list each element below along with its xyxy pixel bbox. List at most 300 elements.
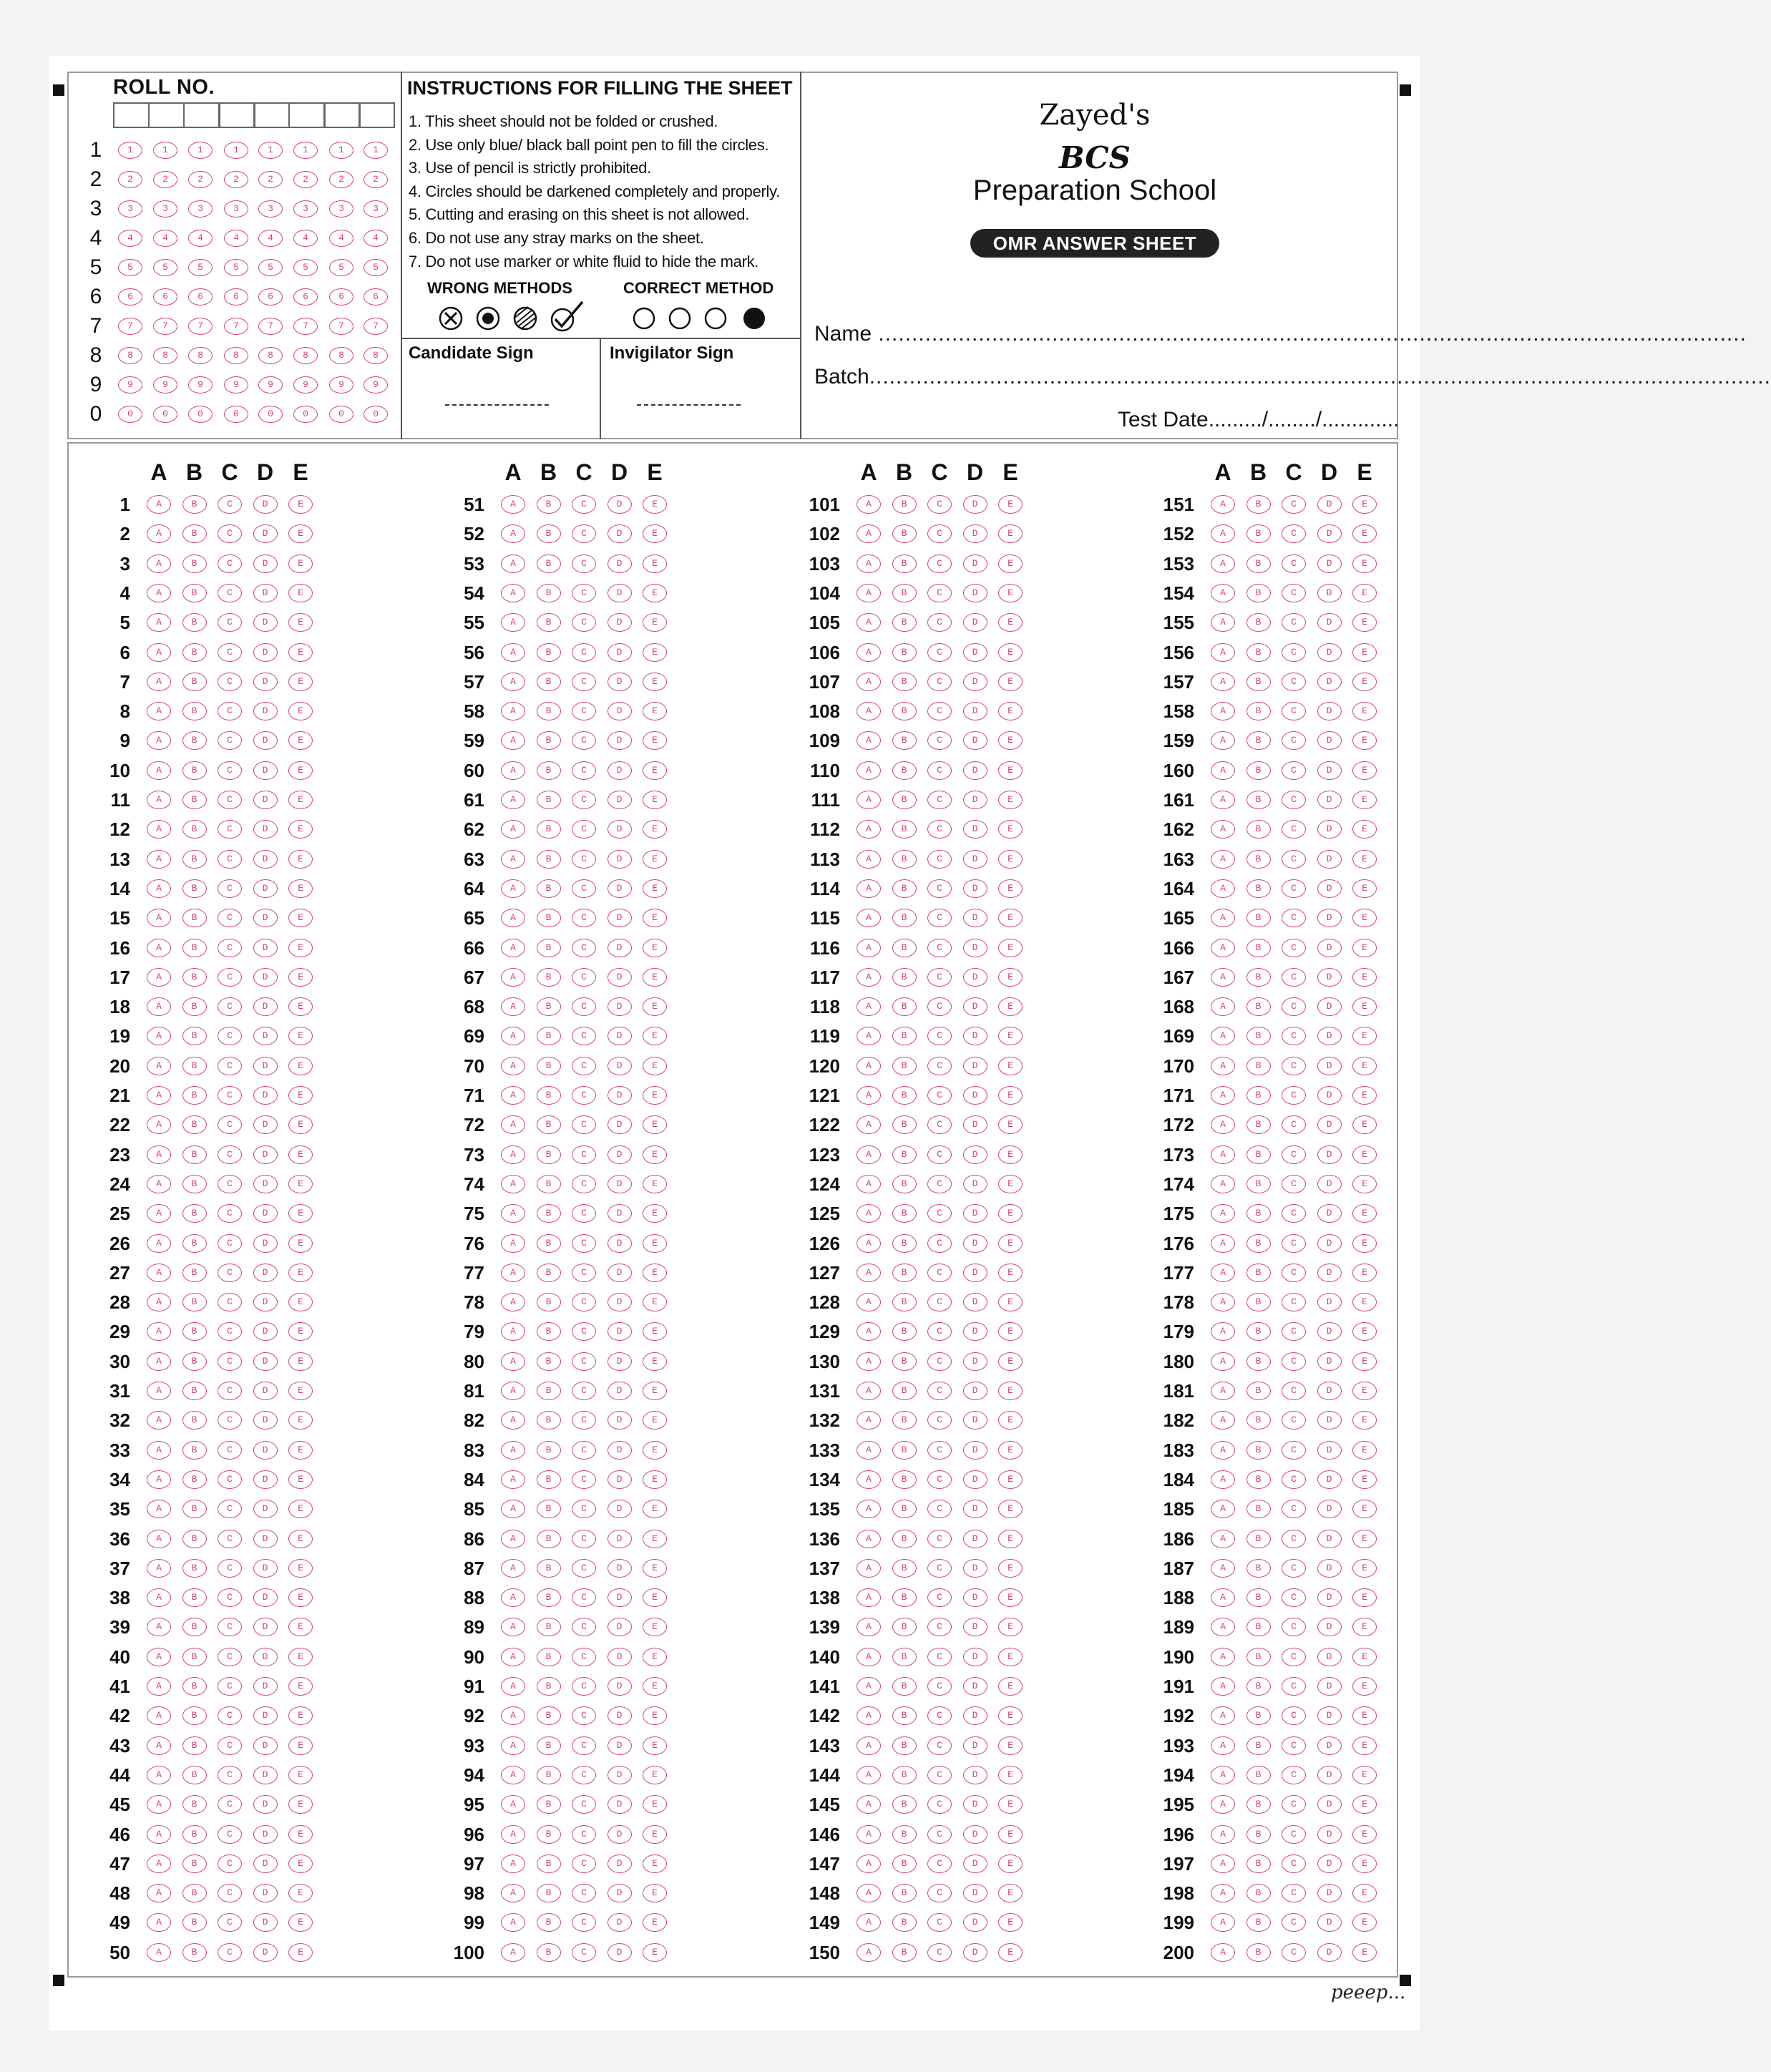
roll-bubble[interactable]: 0 (364, 406, 388, 423)
answer-bubble[interactable]: A (147, 997, 171, 1016)
answer-bubble[interactable]: B (892, 1766, 917, 1784)
answer-bubble[interactable]: E (643, 1115, 667, 1134)
roll-entry-box[interactable] (148, 102, 185, 128)
answer-bubble[interactable]: D (608, 1175, 632, 1193)
answer-bubble[interactable]: D (608, 997, 632, 1016)
answer-bubble[interactable]: D (1317, 1677, 1342, 1696)
answer-bubble[interactable]: E (643, 791, 667, 809)
answer-bubble[interactable]: E (643, 1175, 667, 1193)
answer-bubble[interactable]: B (1246, 584, 1271, 602)
answer-bubble[interactable]: D (608, 850, 632, 869)
answer-bubble[interactable]: B (1246, 1293, 1271, 1311)
answer-bubble[interactable]: D (1317, 1530, 1342, 1548)
answer-bubble[interactable]: B (537, 1588, 561, 1607)
answer-bubble[interactable]: E (288, 643, 313, 662)
answer-bubble[interactable]: D (963, 1736, 987, 1755)
answer-bubble[interactable]: B (182, 1175, 207, 1193)
answer-bubble[interactable]: E (288, 761, 313, 780)
answer-bubble[interactable]: B (892, 1648, 917, 1666)
answer-bubble[interactable]: A (147, 1470, 171, 1489)
answer-bubble[interactable]: D (1317, 1825, 1342, 1844)
answer-bubble[interactable]: D (253, 1470, 278, 1489)
answer-bubble[interactable]: E (1352, 968, 1377, 987)
answer-bubble[interactable]: E (1352, 1411, 1377, 1430)
answer-bubble[interactable]: D (253, 554, 278, 573)
answer-bubble[interactable]: A (1211, 791, 1235, 809)
roll-bubble[interactable]: 7 (293, 318, 318, 335)
answer-bubble[interactable]: A (1211, 1530, 1235, 1548)
roll-bubble[interactable]: 4 (364, 230, 388, 247)
answer-bubble[interactable]: A (857, 1530, 881, 1548)
answer-bubble[interactable]: B (1246, 1352, 1271, 1371)
answer-bubble[interactable]: D (608, 1264, 632, 1282)
answer-bubble[interactable]: E (998, 1618, 1023, 1636)
answer-bubble[interactable]: C (572, 1322, 596, 1341)
answer-bubble[interactable]: A (147, 1618, 171, 1636)
answer-bubble[interactable]: A (857, 1470, 881, 1489)
roll-bubble[interactable]: 2 (258, 171, 283, 188)
answer-bubble[interactable]: D (608, 1825, 632, 1844)
answer-bubble[interactable]: C (1282, 1706, 1306, 1725)
answer-bubble[interactable]: B (892, 1352, 917, 1371)
roll-bubble[interactable]: 2 (364, 171, 388, 188)
answer-bubble[interactable]: A (1211, 643, 1235, 662)
answer-bubble[interactable]: C (572, 643, 596, 662)
roll-bubble[interactable]: 4 (293, 230, 318, 247)
answer-bubble[interactable]: D (608, 1204, 632, 1223)
answer-bubble[interactable]: E (1352, 731, 1377, 750)
answer-bubble[interactable]: A (147, 1264, 171, 1282)
answer-bubble[interactable]: C (572, 584, 596, 602)
roll-bubble[interactable]: 6 (118, 288, 142, 306)
roll-bubble[interactable]: 9 (364, 376, 388, 394)
answer-bubble[interactable]: A (1211, 939, 1235, 957)
answer-bubble[interactable]: C (927, 1352, 952, 1371)
answer-bubble[interactable]: A (1211, 495, 1235, 514)
roll-bubble[interactable]: 9 (188, 376, 213, 394)
answer-bubble[interactable]: A (857, 968, 881, 987)
answer-bubble[interactable]: A (147, 909, 171, 927)
answer-bubble[interactable]: B (1246, 1736, 1271, 1755)
answer-bubble[interactable]: B (182, 643, 207, 662)
answer-bubble[interactable]: E (998, 1204, 1023, 1223)
answer-bubble[interactable]: A (1211, 554, 1235, 573)
answer-bubble[interactable]: C (218, 1234, 242, 1253)
answer-bubble[interactable]: D (1317, 1648, 1342, 1666)
roll-bubble[interactable]: 1 (118, 142, 142, 159)
answer-bubble[interactable]: B (537, 1470, 561, 1489)
answer-bubble[interactable]: E (643, 1795, 667, 1814)
answer-bubble[interactable]: E (1352, 1618, 1377, 1636)
answer-bubble[interactable]: E (643, 1204, 667, 1223)
answer-bubble[interactable]: B (537, 1293, 561, 1311)
answer-bubble[interactable]: B (1246, 1264, 1271, 1282)
answer-bubble[interactable]: A (147, 1115, 171, 1134)
answer-bubble[interactable]: C (218, 1913, 242, 1932)
answer-bubble[interactable]: C (927, 1027, 952, 1045)
answer-bubble[interactable]: E (643, 554, 667, 573)
answer-bubble[interactable]: A (501, 1234, 525, 1253)
answer-bubble[interactable]: C (572, 1382, 596, 1400)
answer-bubble[interactable]: B (182, 1530, 207, 1548)
answer-bubble[interactable]: B (537, 879, 561, 898)
answer-bubble[interactable]: E (288, 1470, 313, 1489)
answer-bubble[interactable]: D (1317, 939, 1342, 957)
answer-bubble[interactable]: E (998, 1234, 1023, 1253)
answer-bubble[interactable]: B (1246, 1234, 1271, 1253)
answer-bubble[interactable]: B (892, 1234, 917, 1253)
answer-bubble[interactable]: E (643, 1943, 667, 1962)
answer-bubble[interactable]: C (218, 554, 242, 573)
answer-bubble[interactable]: E (643, 1057, 667, 1075)
answer-bubble[interactable]: C (218, 731, 242, 750)
answer-bubble[interactable]: B (182, 1884, 207, 1902)
answer-bubble[interactable]: C (218, 879, 242, 898)
answer-bubble[interactable]: C (1282, 1293, 1306, 1311)
answer-bubble[interactable]: A (147, 879, 171, 898)
answer-bubble[interactable]: A (147, 1884, 171, 1902)
roll-bubble[interactable]: 9 (329, 376, 353, 394)
answer-bubble[interactable]: A (501, 554, 525, 573)
answer-bubble[interactable]: C (1282, 1441, 1306, 1460)
answer-bubble[interactable]: E (998, 731, 1023, 750)
answer-bubble[interactable]: C (218, 939, 242, 957)
answer-bubble[interactable]: D (1317, 1027, 1342, 1045)
roll-bubble[interactable]: 2 (188, 171, 213, 188)
answer-bubble[interactable]: D (608, 909, 632, 927)
answer-bubble[interactable]: D (608, 761, 632, 780)
answer-bubble[interactable]: E (643, 1086, 667, 1105)
answer-bubble[interactable]: D (1317, 1441, 1342, 1460)
answer-bubble[interactable]: C (218, 1588, 242, 1607)
answer-bubble[interactable]: D (253, 613, 278, 632)
answer-bubble[interactable]: A (501, 584, 525, 602)
answer-bubble[interactable]: C (572, 879, 596, 898)
answer-bubble[interactable]: C (218, 1648, 242, 1666)
roll-bubble[interactable]: 1 (293, 142, 318, 159)
answer-bubble[interactable]: B (182, 1588, 207, 1607)
roll-bubble[interactable]: 3 (188, 200, 213, 218)
answer-bubble[interactable]: C (218, 761, 242, 780)
answer-bubble[interactable]: E (1352, 791, 1377, 809)
roll-bubble[interactable]: 5 (364, 259, 388, 276)
answer-bubble[interactable]: A (501, 1825, 525, 1844)
answer-bubble[interactable]: A (147, 1825, 171, 1844)
answer-bubble[interactable]: A (1211, 1736, 1235, 1755)
answer-bubble[interactable]: B (537, 1706, 561, 1725)
answer-bubble[interactable]: D (1317, 1057, 1342, 1075)
answer-bubble[interactable]: B (537, 1115, 561, 1134)
answer-bubble[interactable]: D (608, 1234, 632, 1253)
answer-bubble[interactable]: C (218, 850, 242, 869)
answer-bubble[interactable]: A (147, 761, 171, 780)
roll-bubble[interactable]: 5 (258, 259, 283, 276)
answer-bubble[interactable]: D (608, 1322, 632, 1341)
answer-bubble[interactable]: B (182, 1470, 207, 1489)
answer-bubble[interactable]: B (892, 1027, 917, 1045)
answer-bubble[interactable]: E (998, 1530, 1023, 1548)
answer-bubble[interactable]: D (253, 1825, 278, 1844)
answer-bubble[interactable]: E (288, 1382, 313, 1400)
answer-bubble[interactable]: C (1282, 524, 1306, 543)
answer-bubble[interactable]: D (1317, 1264, 1342, 1282)
answer-bubble[interactable]: B (182, 820, 207, 839)
answer-bubble[interactable]: B (182, 613, 207, 632)
roll-bubble[interactable]: 2 (153, 171, 177, 188)
answer-bubble[interactable]: A (1211, 1470, 1235, 1489)
answer-bubble[interactable]: A (857, 1264, 881, 1282)
answer-bubble[interactable]: D (963, 1264, 987, 1282)
answer-bubble[interactable]: B (182, 1441, 207, 1460)
answer-bubble[interactable]: E (643, 968, 667, 987)
answer-bubble[interactable]: E (288, 1057, 313, 1075)
answer-bubble[interactable]: E (998, 1145, 1023, 1164)
answer-bubble[interactable]: A (1211, 1322, 1235, 1341)
answer-bubble[interactable]: A (857, 1382, 881, 1400)
answer-bubble[interactable]: E (998, 1352, 1023, 1371)
roll-bubble[interactable]: 8 (258, 347, 283, 364)
answer-bubble[interactable]: E (998, 1470, 1023, 1489)
answer-bubble[interactable]: D (963, 820, 987, 839)
answer-bubble[interactable]: A (147, 1322, 171, 1341)
answer-bubble[interactable]: E (288, 939, 313, 957)
answer-bubble[interactable]: A (857, 1441, 881, 1460)
answer-bubble[interactable]: B (537, 1795, 561, 1814)
answer-bubble[interactable]: E (998, 1086, 1023, 1105)
answer-bubble[interactable]: B (892, 584, 917, 602)
answer-bubble[interactable]: E (1352, 495, 1377, 514)
answer-bubble[interactable]: D (1317, 1618, 1342, 1636)
roll-bubble[interactable]: 0 (224, 406, 248, 423)
answer-bubble[interactable]: A (857, 1027, 881, 1045)
answer-bubble[interactable]: A (1211, 1618, 1235, 1636)
answer-bubble[interactable]: E (1352, 1648, 1377, 1666)
answer-bubble[interactable]: E (643, 1322, 667, 1341)
answer-bubble[interactable]: C (218, 1825, 242, 1844)
answer-bubble[interactable]: E (1352, 584, 1377, 602)
answer-bubble[interactable]: C (572, 1086, 596, 1105)
answer-bubble[interactable]: D (963, 939, 987, 957)
answer-bubble[interactable]: C (1282, 1736, 1306, 1755)
answer-bubble[interactable]: E (288, 850, 313, 869)
answer-bubble[interactable]: C (1282, 1264, 1306, 1282)
answer-bubble[interactable]: E (288, 613, 313, 632)
answer-bubble[interactable]: C (572, 997, 596, 1016)
answer-bubble[interactable]: A (147, 1913, 171, 1932)
answer-bubble[interactable]: B (892, 939, 917, 957)
answer-bubble[interactable]: C (218, 1677, 242, 1696)
answer-bubble[interactable]: C (572, 1677, 596, 1696)
answer-bubble[interactable]: C (1282, 1027, 1306, 1045)
answer-bubble[interactable]: B (182, 524, 207, 543)
answer-bubble[interactable]: D (963, 673, 987, 691)
answer-bubble[interactable]: E (1352, 613, 1377, 632)
answer-bubble[interactable]: E (998, 1706, 1023, 1725)
answer-bubble[interactable]: D (963, 791, 987, 809)
answer-bubble[interactable]: D (608, 702, 632, 720)
answer-bubble[interactable]: B (892, 1322, 917, 1341)
answer-bubble[interactable]: D (1317, 1411, 1342, 1430)
answer-bubble[interactable]: C (1282, 1234, 1306, 1253)
answer-bubble[interactable]: E (288, 1677, 313, 1696)
answer-bubble[interactable]: E (288, 1588, 313, 1607)
answer-bubble[interactable]: D (963, 761, 987, 780)
answer-bubble[interactable]: C (1282, 1825, 1306, 1844)
answer-bubble[interactable]: C (572, 1618, 596, 1636)
answer-bubble[interactable]: D (253, 1618, 278, 1636)
answer-bubble[interactable]: D (253, 850, 278, 869)
answer-bubble[interactable]: A (501, 1677, 525, 1696)
roll-bubble[interactable]: 5 (224, 259, 248, 276)
answer-bubble[interactable]: B (1246, 1648, 1271, 1666)
answer-bubble[interactable]: D (608, 1382, 632, 1400)
answer-bubble[interactable]: A (147, 1530, 171, 1548)
answer-bubble[interactable]: A (501, 1382, 525, 1400)
answer-bubble[interactable]: C (1282, 673, 1306, 691)
answer-bubble[interactable]: C (1282, 909, 1306, 927)
answer-bubble[interactable]: E (288, 1706, 313, 1725)
answer-bubble[interactable]: A (147, 1648, 171, 1666)
answer-bubble[interactable]: E (1352, 1943, 1377, 1962)
answer-bubble[interactable]: A (857, 643, 881, 662)
answer-bubble[interactable]: A (147, 968, 171, 987)
answer-bubble[interactable]: B (1246, 524, 1271, 543)
answer-bubble[interactable]: E (998, 1293, 1023, 1311)
answer-bubble[interactable]: C (1282, 968, 1306, 987)
answer-bubble[interactable]: A (147, 820, 171, 839)
answer-bubble[interactable]: A (501, 1500, 525, 1518)
answer-bubble[interactable]: C (218, 1264, 242, 1282)
answer-bubble[interactable]: B (1246, 1322, 1271, 1341)
answer-bubble[interactable]: E (288, 1441, 313, 1460)
roll-bubble[interactable]: 0 (153, 406, 177, 423)
answer-bubble[interactable]: A (501, 791, 525, 809)
answer-bubble[interactable]: E (643, 1677, 667, 1696)
answer-bubble[interactable]: B (537, 1825, 561, 1844)
answer-bubble[interactable]: E (643, 1884, 667, 1902)
answer-bubble[interactable]: E (288, 1825, 313, 1844)
answer-bubble[interactable]: A (857, 791, 881, 809)
answer-bubble[interactable]: E (288, 1943, 313, 1962)
answer-bubble[interactable]: B (182, 1411, 207, 1430)
answer-bubble[interactable]: C (927, 761, 952, 780)
answer-bubble[interactable]: C (1282, 1795, 1306, 1814)
answer-bubble[interactable]: A (501, 1559, 525, 1578)
answer-bubble[interactable]: B (182, 673, 207, 691)
answer-bubble[interactable]: B (1246, 1677, 1271, 1696)
answer-bubble[interactable]: A (857, 1352, 881, 1371)
answer-bubble[interactable]: D (963, 1648, 987, 1666)
roll-entry-box[interactable] (113, 102, 150, 128)
answer-bubble[interactable]: B (182, 1115, 207, 1134)
answer-bubble[interactable]: D (1317, 879, 1342, 898)
answer-bubble[interactable]: A (857, 1648, 881, 1666)
answer-bubble[interactable]: B (537, 1884, 561, 1902)
answer-bubble[interactable]: E (1352, 1264, 1377, 1282)
answer-bubble[interactable]: E (998, 791, 1023, 809)
answer-bubble[interactable]: D (253, 1500, 278, 1518)
answer-bubble[interactable]: A (857, 1943, 881, 1962)
answer-bubble[interactable]: A (501, 1441, 525, 1460)
answer-bubble[interactable]: B (1246, 1913, 1271, 1932)
answer-bubble[interactable]: B (892, 1382, 917, 1400)
answer-bubble[interactable]: B (892, 1854, 917, 1873)
roll-entry-box[interactable] (219, 102, 255, 128)
answer-bubble[interactable]: D (253, 1115, 278, 1134)
answer-bubble[interactable]: C (572, 1943, 596, 1962)
answer-bubble[interactable]: D (608, 1057, 632, 1075)
answer-bubble[interactable]: E (1352, 1588, 1377, 1607)
answer-bubble[interactable]: E (643, 1913, 667, 1932)
answer-bubble[interactable]: D (963, 1913, 987, 1932)
answer-bubble[interactable]: E (288, 1234, 313, 1253)
answer-bubble[interactable]: A (1211, 731, 1235, 750)
answer-bubble[interactable]: E (1352, 1382, 1377, 1400)
answer-bubble[interactable]: A (1211, 1884, 1235, 1902)
answer-bubble[interactable]: E (998, 673, 1023, 691)
answer-bubble[interactable]: C (927, 1618, 952, 1636)
answer-bubble[interactable]: C (1282, 1854, 1306, 1873)
answer-bubble[interactable]: B (892, 1530, 917, 1548)
answer-bubble[interactable]: D (253, 939, 278, 957)
roll-bubble[interactable]: 6 (329, 288, 353, 306)
answer-bubble[interactable]: A (501, 1943, 525, 1962)
answer-bubble[interactable]: E (1352, 761, 1377, 780)
answer-bubble[interactable]: B (537, 909, 561, 927)
answer-bubble[interactable]: D (608, 939, 632, 957)
answer-bubble[interactable]: A (147, 1204, 171, 1223)
roll-bubble[interactable]: 3 (224, 200, 248, 218)
answer-bubble[interactable]: B (892, 1293, 917, 1311)
answer-bubble[interactable]: A (1211, 613, 1235, 632)
answer-bubble[interactable]: D (253, 968, 278, 987)
answer-bubble[interactable]: B (892, 1204, 917, 1223)
answer-bubble[interactable]: B (182, 1204, 207, 1223)
answer-bubble[interactable]: B (892, 554, 917, 573)
answer-bubble[interactable]: B (892, 1500, 917, 1518)
answer-bubble[interactable]: B (537, 997, 561, 1016)
roll-bubble[interactable]: 0 (293, 406, 318, 423)
answer-bubble[interactable]: E (288, 1352, 313, 1371)
answer-bubble[interactable]: D (1317, 1086, 1342, 1105)
answer-bubble[interactable]: B (1246, 761, 1271, 780)
answer-bubble[interactable]: D (963, 1322, 987, 1341)
answer-bubble[interactable]: C (572, 1766, 596, 1784)
answer-bubble[interactable]: D (608, 673, 632, 691)
answer-bubble[interactable]: C (1282, 584, 1306, 602)
answer-bubble[interactable]: D (608, 613, 632, 632)
answer-bubble[interactable]: A (501, 879, 525, 898)
roll-bubble[interactable]: 3 (153, 200, 177, 218)
answer-bubble[interactable]: D (1317, 909, 1342, 927)
answer-bubble[interactable]: E (998, 1500, 1023, 1518)
answer-bubble[interactable]: A (147, 1145, 171, 1164)
answer-bubble[interactable]: A (501, 1854, 525, 1873)
answer-bubble[interactable]: B (182, 791, 207, 809)
answer-bubble[interactable]: A (147, 1706, 171, 1725)
answer-bubble[interactable]: E (1352, 1175, 1377, 1193)
roll-bubble[interactable]: 4 (258, 230, 283, 247)
answer-bubble[interactable]: B (182, 731, 207, 750)
answer-bubble[interactable]: C (1282, 1648, 1306, 1666)
answer-bubble[interactable]: C (218, 1175, 242, 1193)
answer-bubble[interactable]: B (1246, 1204, 1271, 1223)
answer-bubble[interactable]: E (288, 495, 313, 514)
answer-bubble[interactable]: E (998, 1588, 1023, 1607)
answer-bubble[interactable]: E (288, 584, 313, 602)
answer-bubble[interactable]: B (892, 1057, 917, 1075)
answer-bubble[interactable]: D (253, 761, 278, 780)
